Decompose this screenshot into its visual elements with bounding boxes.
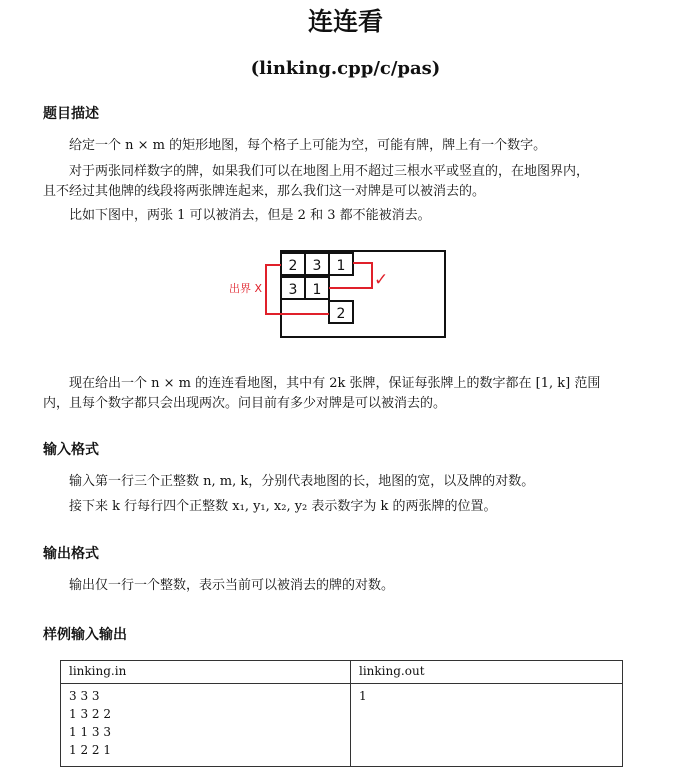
description-paragraph-3: 比如下图中，两张 1 可以被消去，但是 2 和 3 都不能被消去。: [69, 208, 431, 223]
heading-sample-io: 样例输入输出: [43, 627, 127, 643]
check-mark-icon: ✓: [374, 270, 389, 290]
sample-io-table: [60, 660, 623, 767]
input-paragraph-1: 输入第一行三个正整数 n, m, k，分别代表地图的长，地图的宽，以及牌的对数。: [69, 474, 535, 489]
column-header-output-file: linking.out: [351, 661, 623, 684]
column-header-input-file: linking.in: [61, 661, 351, 684]
page-title: 连连看: [307, 7, 383, 36]
card-value: 2: [336, 306, 346, 322]
out-of-bounds-label: 出界 X: [229, 282, 263, 295]
sample-input-line: 1 2 2 1: [69, 743, 111, 757]
input-paragraph-2: 接下来 k 行每行四个正整数 x₁, y₁, x₂, y₂ 表示数字为 k 的两张牌的位置。: [69, 499, 497, 514]
heading-description: 题目描述: [43, 106, 99, 122]
description-paragraph-2: 对于两张同样数字的牌，如果我们可以在地图上用不超过三根水平或竖直的，在地图界内， 且不经过其他牌的线段将两张牌连起来，那么我们这一对牌是可以被消去的。: [43, 164, 590, 199]
card-value: 3: [288, 282, 298, 298]
table-header-row: [61, 661, 623, 684]
output-paragraph-1: 输出仅一行一个整数，表示当前可以被消去的牌的对数。: [69, 578, 395, 593]
sample-input-cell: [61, 684, 351, 767]
sample-output-cell: [351, 684, 623, 767]
description-paragraph-1: 给定一个 n × m 的矩形地图，每个格子上可能为空，可能有牌，牌上有一个数字。: [69, 138, 547, 153]
sample-input-line: 1 3 2 2: [69, 707, 111, 721]
heading-input-format: 输入格式: [43, 442, 99, 458]
card-value: 1: [336, 258, 346, 274]
sample-input-line: 1 1 3 3: [69, 725, 111, 739]
card-value: 2: [288, 258, 298, 274]
card-value: 3: [312, 258, 322, 274]
sample-output-line: 1: [359, 689, 367, 703]
linking-example-diagram: [224, 246, 450, 342]
file-names-subtitle: (linking.cpp/c/pas): [250, 58, 441, 79]
table-row: [61, 684, 623, 767]
card-value: 1: [312, 282, 322, 298]
sample-input-line: 3 3 3: [69, 689, 100, 703]
heading-output-format: 输出格式: [43, 546, 99, 562]
description-paragraph-4: 现在给出一个 n × m 的连连看地图，其中有 2k 张牌，保证每张牌上的数字都在 [1, k] 范围 内，且每个数字都只会出现两次。问目前有多少对牌是可以被消去的。: [43, 376, 601, 411]
